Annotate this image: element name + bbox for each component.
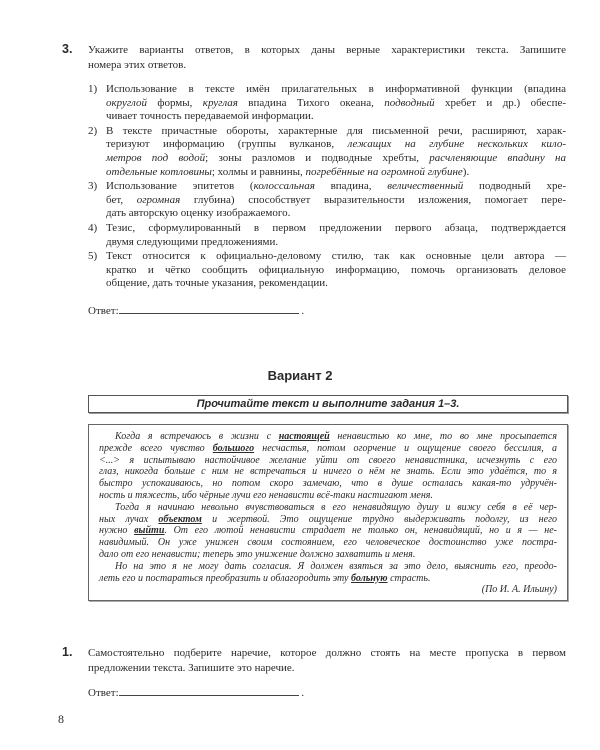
text-line	[106, 83, 566, 97]
text-segment: <...> я испытываю настойчивое желание уйти от своего ненавистника, исчезнуть с его	[99, 454, 557, 466]
reading-passage	[88, 424, 568, 601]
text-segment: двумя следующими предложениями.	[106, 235, 279, 248]
text-line	[99, 455, 557, 467]
option-number: 1)	[88, 83, 98, 95]
text-segment: прежде всего чувство	[99, 442, 213, 454]
text-line	[99, 525, 557, 537]
text-line	[99, 561, 557, 573]
italic-text: огромная	[136, 193, 181, 206]
text-line	[99, 537, 557, 549]
text-line	[88, 43, 566, 58]
answer-option	[88, 125, 566, 179]
emphasized-word: настоящей	[278, 431, 330, 442]
text-segment: Самостоятельно подберите наречие, которое должно стоять на месте пропуска в первом	[88, 647, 566, 659]
text-line	[88, 646, 566, 661]
text-line	[106, 194, 566, 208]
text-line	[99, 443, 557, 455]
text-segment: кратко и чётко сообщить официальную информацию, помочь организовать деловое	[106, 263, 566, 276]
text-segment: . От его лютой ненависти страдает не только он, ненавидящий, но и я — не-	[164, 525, 557, 537]
text-line	[106, 152, 566, 166]
answer-period: .	[301, 687, 305, 699]
text-line	[106, 180, 566, 194]
text-segment: быстро успокаиваюсь, но потом скоро замечаю, что в душе осталась какая-то удручён-	[99, 478, 557, 490]
text-segment: ).	[462, 165, 470, 178]
text-line	[99, 431, 557, 443]
passage-paragraph	[99, 431, 557, 502]
question-number: 1.	[62, 645, 73, 659]
option-number: 4)	[88, 221, 98, 234]
text-segment: Использование эпитетов (	[106, 180, 254, 193]
text-segment: навидимый. Он уже унижен своим состоянием, его человеческое достоинство уже постра-	[99, 537, 557, 549]
text-segment: Использование в тексте имён прилагательных в информативной функции (впадина	[106, 83, 566, 95]
text-segment: ность и тяжесть, ибо чёрные лучи его ненависти всё-таки настигают меня.	[99, 489, 433, 501]
text-line	[106, 236, 566, 250]
text-line	[106, 207, 566, 221]
text-segment: Тезис, сформулированный в первом предложении первого абзаца, подтверждается	[106, 221, 566, 234]
italic-text: круглая	[202, 96, 238, 109]
task-instruction: Прочитайте текст и выполните задания 1–3.	[88, 395, 568, 413]
text-segment: Когда я встречаюсь в жизни с	[115, 431, 279, 442]
text-line	[106, 97, 566, 111]
text-segment: нужно	[99, 525, 135, 537]
text-line	[106, 110, 566, 124]
answer-options	[88, 83, 566, 292]
text-segment: подводный хре-	[463, 180, 566, 193]
text-segment: впадина,	[314, 180, 388, 193]
text-segment: Но на это я не могу дать согласия. Я должен взяться за это дело, выяснить его, преодо-	[115, 560, 557, 572]
option-number: 3)	[88, 180, 98, 193]
italic-text: величественный	[387, 180, 464, 193]
text-line	[99, 490, 557, 502]
text-segment: страсть.	[387, 572, 431, 584]
text-line	[106, 264, 566, 278]
text-segment: номера этих ответов.	[88, 59, 187, 71]
option-text	[106, 250, 566, 291]
text-segment: и жертвой. Это ощущение трудно выдерживать подолгу, из него	[201, 513, 557, 525]
text-line	[106, 222, 566, 236]
text-segment: хребет и др.) обеспе-	[434, 96, 567, 109]
text-line	[99, 502, 557, 514]
text-segment: дать авторскую оценку изображаемого.	[106, 207, 291, 220]
text-segment: формы,	[146, 96, 203, 109]
text-line	[99, 573, 557, 585]
text-segment: глаз, никогда больше с ним не встречаться и ничего о нём не знать. Если это удаётся, то я	[99, 466, 557, 478]
text-segment: ; зоны разломов и подводные хребты,	[205, 151, 430, 164]
text-line	[106, 166, 566, 180]
option-number: 2)	[88, 124, 98, 137]
answer-period: .	[301, 305, 305, 317]
text-segment: Тогда я начинаю невольно вчувствоваться в его ненавидящую душу и вижу себя в её чер-	[115, 501, 557, 513]
answer-label: Ответ:	[88, 305, 119, 317]
option-text	[106, 83, 566, 124]
text-segment: несчастья, потом огорчение и ощущение своего бессилия, а	[254, 442, 557, 454]
text-line	[106, 125, 566, 139]
option-text	[106, 125, 566, 179]
text-segment: леть его и постараться преобразить и облагородить эту	[99, 572, 351, 584]
text-line	[106, 138, 566, 152]
text-line	[106, 277, 566, 291]
text-segment: ненавистью ко мне, то во мне просыпается	[329, 431, 557, 442]
emphasized-word: выйти	[134, 525, 165, 537]
page-number: 8	[58, 712, 64, 726]
italic-text: метров под водой	[106, 151, 206, 164]
text-segment: ных лучах	[99, 513, 159, 525]
text-line	[99, 478, 557, 490]
answer-option	[88, 180, 566, 221]
italic-text: округлой	[106, 96, 147, 109]
question-1-stem	[88, 646, 566, 676]
text-line	[99, 466, 557, 478]
option-text	[106, 180, 566, 221]
text-segment: предложении текста. Запишите это наречие.	[88, 662, 295, 674]
answer-line-q3	[88, 302, 304, 318]
question-number: 3.	[62, 42, 73, 56]
text-line	[88, 661, 566, 676]
option-text	[106, 222, 566, 249]
text-segment: теризуют информацию (группы вулканов,	[106, 138, 348, 151]
text-line	[88, 58, 566, 73]
emphasized-word: большого	[212, 442, 255, 454]
answer-label: Ответ:	[88, 687, 119, 699]
text-segment: Текст относится к официально-деловому стилю, так как основные цели автора —	[106, 250, 566, 263]
text-segment: Укажите варианты ответов, в которых даны верные характеристики текста. Запишите	[88, 44, 566, 56]
text-segment: В тексте причастные обороты, характерные для письменной речи, расширяют, харак-	[106, 124, 566, 137]
answer-input[interactable]	[119, 684, 299, 696]
passage-paragraph	[99, 561, 557, 585]
passage-attribution: (По И. А. Ильину)	[481, 584, 557, 596]
answer-input[interactable]	[119, 302, 299, 314]
italic-text: расчленяющие впадину на	[429, 151, 566, 164]
text-segment: глубина) способствует выразительности изложения, помогает пере-	[180, 193, 566, 206]
text-segment: ; холмы и равнины,	[211, 165, 306, 178]
text-line	[99, 549, 557, 561]
italic-text: лежащих на глубине нескольких кило-	[347, 138, 566, 151]
text-segment: впадина Тихого океана,	[237, 96, 385, 109]
italic-text: подводный	[384, 96, 435, 109]
italic-text: колоссальная	[253, 180, 315, 193]
text-segment: чивает точность передаваемой информации.	[106, 110, 314, 123]
text-segment: бет,	[106, 193, 137, 206]
option-number: 5)	[88, 250, 98, 263]
answer-option	[88, 250, 566, 291]
emphasized-word: больную	[350, 572, 388, 584]
italic-text: погребённые на огромной глубине	[305, 165, 463, 178]
text-segment: общение, дать точные указания, рекомендации.	[106, 277, 328, 290]
text-segment: дало от его ненависти; теперь это унижение должно захватить и меня.	[99, 548, 416, 560]
answer-line-q1	[88, 684, 304, 700]
text-line	[99, 514, 557, 526]
variant-title: Вариант 2	[267, 368, 333, 383]
italic-text: отдельные котловины	[106, 165, 212, 178]
emphasized-word: объектом	[158, 513, 202, 525]
text-line	[106, 250, 566, 264]
passage-paragraph	[99, 502, 557, 561]
question-3-stem	[88, 43, 566, 73]
answer-option	[88, 222, 566, 249]
answer-option	[88, 83, 566, 124]
